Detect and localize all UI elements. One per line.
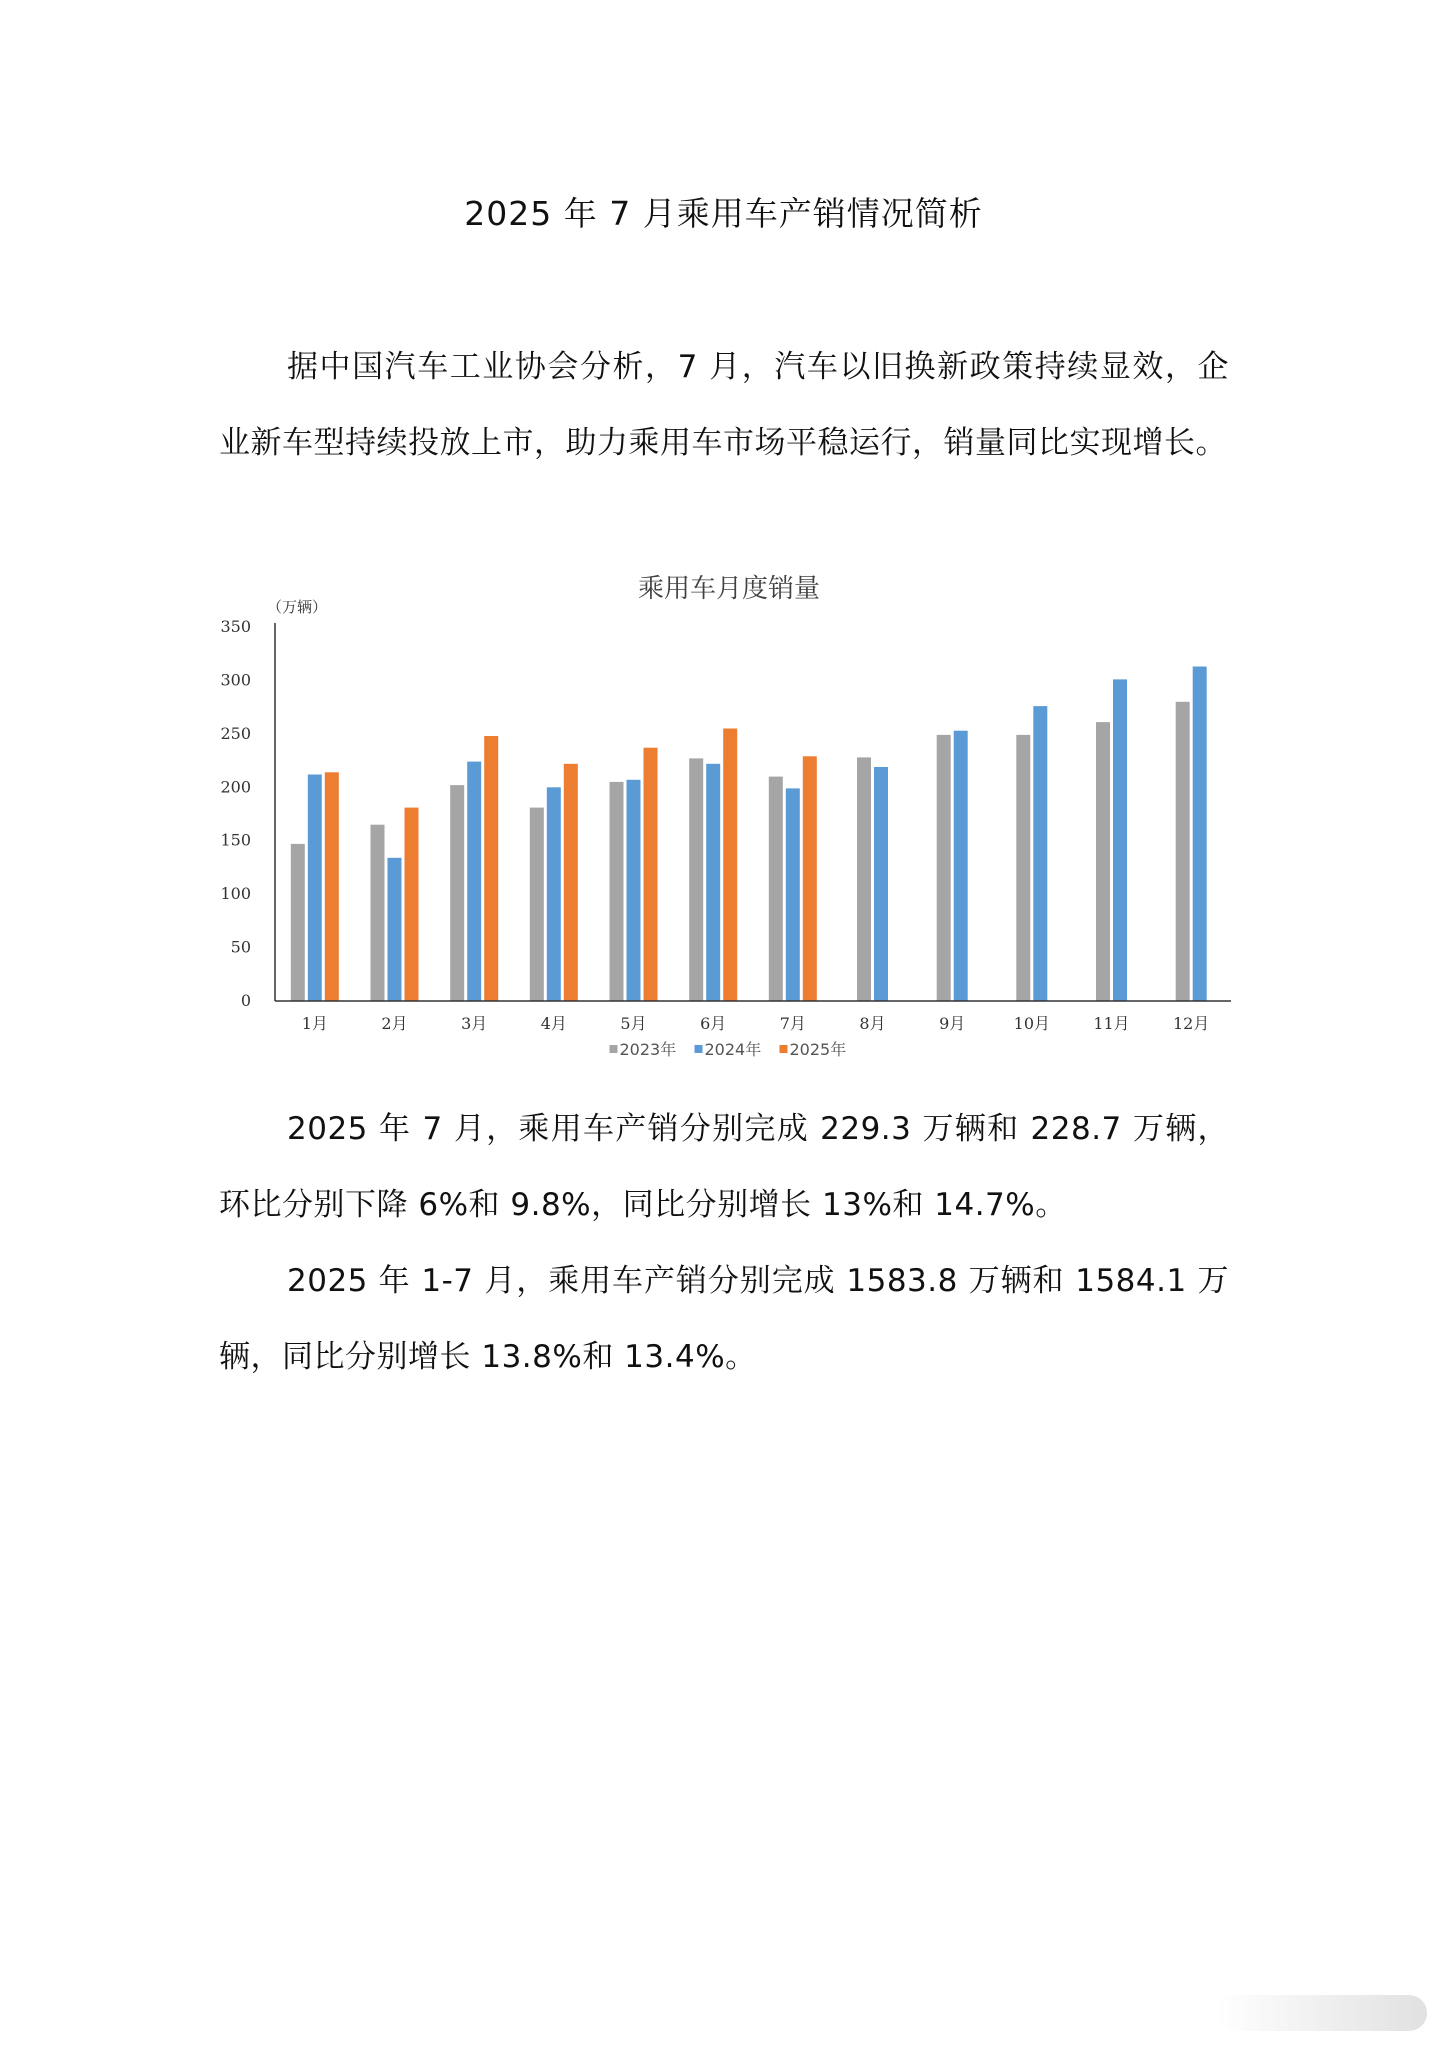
bar-2024年-7月: [786, 788, 800, 1001]
y-tick-label: 0: [240, 991, 251, 1010]
bar-2024年-4月: [547, 787, 561, 1001]
x-tick-label: 4月: [540, 1014, 567, 1033]
bar-2023年-8月: [857, 757, 871, 1001]
bar-2024年-1月: [308, 775, 322, 1002]
x-tick-label: 11月: [1093, 1014, 1130, 1033]
bar-2024年-2月: [388, 858, 402, 1001]
bar-2024年-11月: [1113, 679, 1127, 1001]
bar-2023年-3月: [450, 785, 464, 1001]
bar-2025年-4月: [564, 764, 578, 1001]
legend-swatch: [780, 1045, 788, 1053]
y-tick-label: 300: [220, 670, 251, 690]
chart-svg: [219, 565, 1239, 1085]
bar-2023年-12月: [1176, 702, 1190, 1001]
x-tick-label: 9月: [939, 1014, 966, 1033]
legend-swatch: [695, 1045, 703, 1053]
bar-2025年-2月: [405, 808, 419, 1001]
bar-2025年-6月: [723, 729, 737, 1002]
bar-2025年-1月: [325, 772, 339, 1001]
bar-2024年-6月: [706, 764, 720, 1001]
bar-2025年-3月: [484, 736, 498, 1001]
bars: [291, 667, 1207, 1002]
paragraph-intro: 据中国汽车工业协会分析，7 月，汽车以旧换新政策持续显效，企业新车型持续投放上市，助力乘用车市场平稳运行，销量同比实现增长。: [219, 349, 1229, 461]
y-tick-label: 150: [220, 830, 251, 850]
chart-title: 乘用车月度销量: [637, 574, 821, 604]
x-tick-label: 10月: [1013, 1014, 1051, 1033]
x-tick-label: 6月: [700, 1014, 727, 1033]
y-tick-label: 350: [220, 617, 251, 636]
legend-label: 2023年: [619, 1040, 677, 1059]
watermark-fade: [1217, 1995, 1427, 2031]
legend: [610, 1040, 847, 1059]
bar-2025年-5月: [644, 748, 658, 1001]
x-tick-label: 3月: [461, 1014, 488, 1033]
bar-2023年-5月: [610, 782, 624, 1001]
x-tick-label: 5月: [620, 1014, 647, 1033]
x-tick-label: 1月: [301, 1014, 328, 1033]
x-axis: [275, 1001, 1231, 1033]
paragraph-july: 2025 年 7 月，乘用车产销分别完成 229.3 万辆和 228.7 万辆，环比分别下降 6%和 9.8%，同比分别增长 13%和 14.7%。: [219, 1111, 1229, 1223]
x-tick-label: 7月: [779, 1014, 806, 1033]
bar-2023年-2月: [371, 825, 385, 1001]
paragraph-jan-jul: 2025 年 1-7 月，乘用车产销分别完成 1583.8 万辆和 1584.1 万辆，同比分别增长 13.8%和 13.4%。: [219, 1263, 1229, 1375]
bar-2024年-10月: [1033, 706, 1047, 1001]
legend-swatch: [610, 1045, 618, 1053]
bar-2023年-9月: [937, 735, 951, 1001]
bar-2024年-5月: [627, 780, 641, 1001]
bar-2023年-7月: [769, 777, 783, 1001]
bar-2024年-8月: [874, 767, 888, 1001]
bar-2023年-6月: [689, 758, 703, 1001]
page-title: 2025 年 7 月乘用车产销情况简析: [464, 194, 983, 233]
bar-2023年-10月: [1016, 735, 1030, 1001]
legend-label: 2024年: [704, 1040, 762, 1059]
x-tick-label: 12月: [1172, 1014, 1210, 1033]
x-tick-label: 8月: [859, 1014, 886, 1033]
bar-2023年-11月: [1096, 722, 1110, 1001]
sales-chart: [219, 565, 1239, 1085]
bar-2023年-4月: [530, 808, 544, 1001]
y-tick-label: 50: [230, 937, 251, 957]
bar-2025年-7月: [803, 756, 817, 1001]
unit-label: （万辆）: [267, 598, 328, 616]
y-axis: [220, 617, 275, 1010]
bar-2024年-9月: [954, 731, 968, 1001]
bar-2024年-3月: [467, 762, 481, 1001]
y-tick-label: 100: [220, 884, 251, 904]
bar-2024年-12月: [1193, 667, 1207, 1002]
y-tick-label: 200: [220, 777, 251, 797]
y-tick-label: 250: [220, 723, 251, 743]
legend-label: 2025年: [789, 1040, 847, 1059]
x-tick-label: 2月: [381, 1014, 408, 1033]
bar-2023年-1月: [291, 844, 305, 1001]
